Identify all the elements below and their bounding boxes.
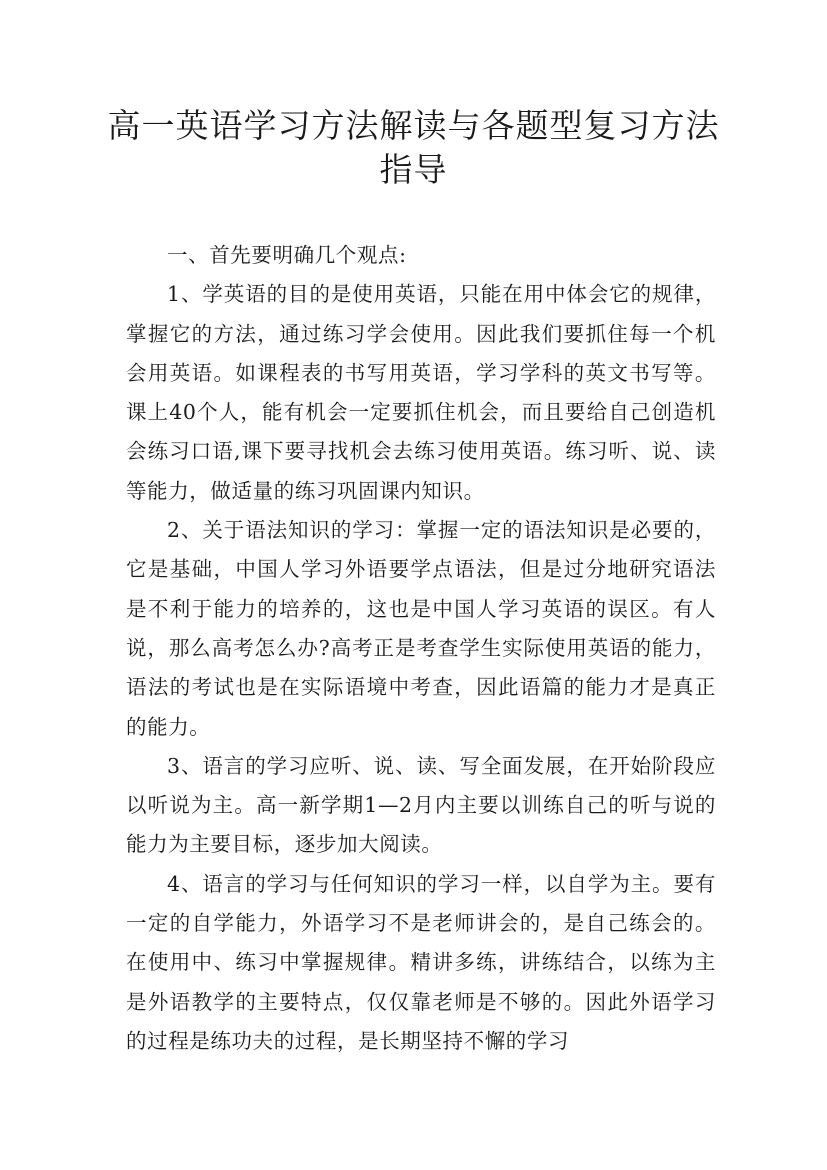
paragraph-1: 1、学英语的目的是使用英语，只能在用中体会它的规律，掌握它的方法，通过练习学会使用。因此我们要抓住每一个机会用英语。如课程表的书写用英语，学习学科的英文书写等。课上40个人，能有机会一定要抓住机会，而且要给自己创造机会练习口语,课下要寻找机会去练习使用英语。练习听、说、读等能力，做适量的练习巩固课内知识。 [126,282,716,503]
paragraph-2: 2、关于语法知识的学习：掌握一定的语法知识是必要的，它是基础，中国人学习外语要学点语法，但是过分地研究语法是不利于能力的培养的，这也是中国人学习英语的误区。有人说，那么高考怎么办?高考正是考查学生实际使用英语的能力，语法的考试也是在实际语境中考查，因此语篇的能力才是真正的能力。 [126,518,716,739]
document-body [126,236,716,1061]
paragraph-3: 3、语言的学习应听、说、读、写全面发展，在开始阶段应以听说为主。高一新学期1—2月内主要以训练自己的听与说的能力为主要目标，逐步加大阅读。 [126,753,716,857]
title-line-2: 指导 [379,150,448,189]
section-heading: 一、首先要明确几个观点: [167,243,407,267]
paragraph-4: 4、语言的学习与任何知识的学习一样，以自学为主。要有一定的自学能力，外语学习不是老师讲会的，是自己练会的。在使用中、练习中掌握规律。精讲多练，讲练结合，以练为主是外语教学的主要特点，仅仅靠老师是不够的。因此外语学习的过程是练功夫的过程，是长期坚持不懈的学习 [126,871,716,1053]
document-title [0,104,827,192]
title-line-1: 高一英语学习方法解读与各题型复习方法 [107,106,720,145]
